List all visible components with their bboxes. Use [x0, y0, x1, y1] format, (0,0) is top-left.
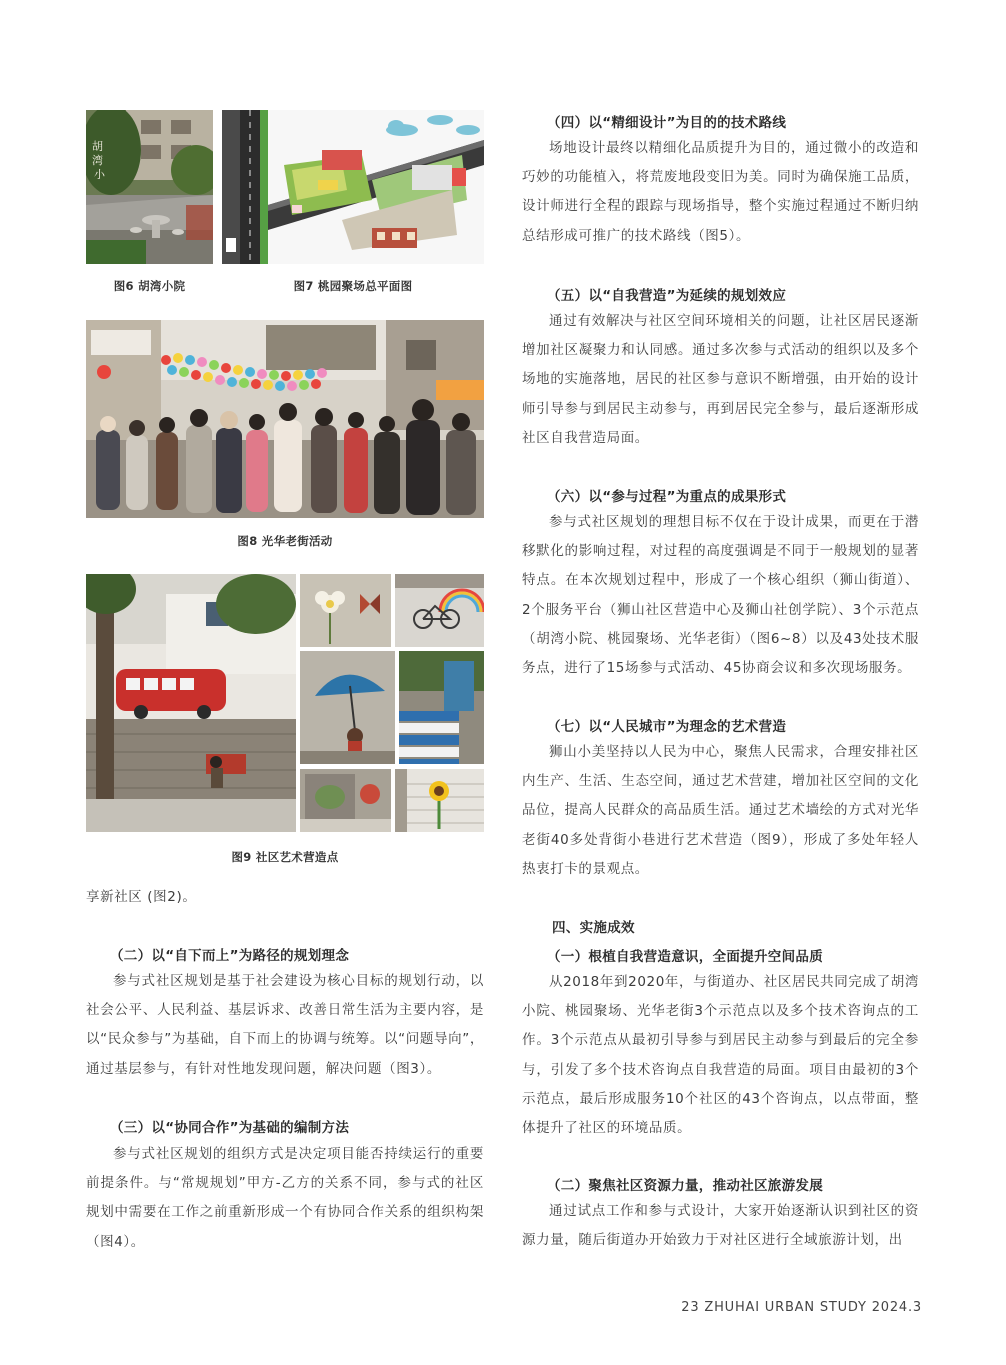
section-6-paragraph: 参与式社区规划的理想目标不仅在于设计成果，而更在于潜移默化的影响过程，对过程的高度强调是不同于一般规划的显著特点。在本次规划过程中，形成了一个核心组织（狮山街道）、2个服务平台（狮山社区营造中心及狮山社创学院）、3个示范点（胡湾小院、桃园聚场、光华老街）（图6~8）以及43处技术服务点，进行了15场参与式活动、45协商会议和多次现场服务。	[522, 514, 919, 677]
section-3-heading: （三）以“协同合作”为基础的编制方法	[110, 1120, 350, 1136]
svg-text:胡: 胡	[92, 140, 103, 153]
result-2-heading: （二）聚焦社区资源力量，推动社区旅游发展	[547, 1178, 823, 1194]
fig9-bicycle-wall	[395, 574, 484, 647]
section-3-body	[86, 1140, 484, 1257]
section-4-body	[522, 134, 919, 251]
svg-text:湾: 湾	[92, 154, 103, 167]
section-7-heading: （七）以“人民城市”为理念的艺术营造	[547, 719, 787, 735]
section-6-body	[522, 508, 919, 683]
fig9-umbrella-wall	[300, 651, 395, 764]
fig9-sunflower-stairs	[395, 769, 484, 832]
section-2-body	[86, 967, 484, 1084]
section-5-heading: （五）以“自我营造”为延续的规划效应	[547, 288, 787, 304]
page-footer: 23 ZHUHAI URBAN STUDY 2024.3	[681, 1300, 922, 1315]
result-1-heading: （一）根植自我营造意识，全面提升空间品质	[547, 949, 823, 965]
fig9-flower-wall	[300, 574, 391, 647]
result-2-body	[522, 1197, 919, 1255]
fig6-caption: 图6 胡湾小院	[113, 279, 186, 293]
section-3-paragraph: 参与式社区规划的组织方式是决定项目能否持续运行的重要前提条件。与“常规规划”甲方-乙方的关系不同，参与式的社区规划中需要在工作之前重新形成一个有协同合作关系的组织构架（图4）。	[86, 1146, 484, 1250]
section-2-paragraph: 参与式社区规划是基于社会建设为核心目标的规划行动，以社会公平、人民利益、基层诉求、改善日常生活为主要内容，是以“民众参与”为基础，自下而上的协调与统筹。以“问题导向”，通过基层参与，有针对性地发现问题，解决问题（图3）。	[86, 973, 484, 1077]
result-1-body	[522, 968, 919, 1143]
result-2-paragraph: 通过试点工作和参与式设计，大家开始逐渐认识到社区的资源力量，随后街道办开始致力于对社区进行全域旅游计划，出	[522, 1203, 919, 1249]
fig9-stairs-alley	[399, 651, 484, 764]
svg-text:小: 小	[94, 168, 105, 181]
fig8-caption: 图8 光华老街活动	[237, 534, 333, 548]
left-continuation-text: 享新社区 (图2)。	[86, 889, 197, 905]
fig7-site-plan	[222, 110, 484, 264]
fig8-photo	[86, 320, 484, 518]
section-7-body	[522, 738, 919, 884]
section-6-heading: （六）以“参与过程”为重点的成果形式	[547, 489, 787, 505]
section-4-heading: （四）以“精细设计”为目的的技术路线	[547, 115, 787, 131]
fig7-caption: 图7 桃园聚场总平面图	[293, 279, 413, 293]
section-5-paragraph: 通过有效解决与社区空间环境相关的问题，让社区居民逐渐增加社区凝聚力和认同感。通过多次参与式活动的组织以及多个场地的实施落地，居民的社区参与意识不断增强，由开始的设计师引导参与到居民主动参与，再到居民完全参与，最后逐渐形成社区自我营造局面。	[522, 313, 919, 446]
fig9-caption: 图9 社区艺术营造点	[231, 850, 339, 864]
section-5-body	[522, 307, 919, 453]
section-2-heading: （二）以“自下而上”为路径的规划理念	[110, 948, 350, 964]
part-4-heading: 四、实施成效	[552, 920, 635, 936]
section-4-paragraph: 场地设计最终以精细化品质提升为目的，通过微小的改造和巧妙的功能植入，将荒废地段变旧为美。同时为确保施工品质，设计师进行全程的跟踪与现场指导，整个实施过程通过不断归纳总结形成可推广的技术路线（图5）。	[522, 140, 919, 244]
fig9-main-photo	[86, 574, 296, 832]
fig6-photo	[86, 110, 213, 264]
section-7-paragraph: 狮山小美坚持以人民为中心，聚焦人民需求，合理安排社区内生产、生活、生态空间，通过艺术营建，增加社区空间的文化品位，提高人民群众的高品质生活。通过艺术墙绘的方式对光华老街40多处背街小巷进行艺术营造（图9），形成了多处年轻人热衷打卡的景观点。	[522, 744, 919, 877]
result-1-paragraph: 从2018年到2020年，与街道办、社区居民共同完成了胡湾小院、桃园聚场、光华老街3个示范点以及多个技术咨询点的工作。3个示范点从最初引导参与到居民主动参与到最后的完全参与，引发了多个技术咨询点自我营造的局面。项目由最初的3个示范点，最后形成服务10个社区的43个咨询点，以点带面，整体提升了社区的环境品质。	[522, 974, 919, 1137]
fig9-wall-painting	[300, 769, 391, 832]
